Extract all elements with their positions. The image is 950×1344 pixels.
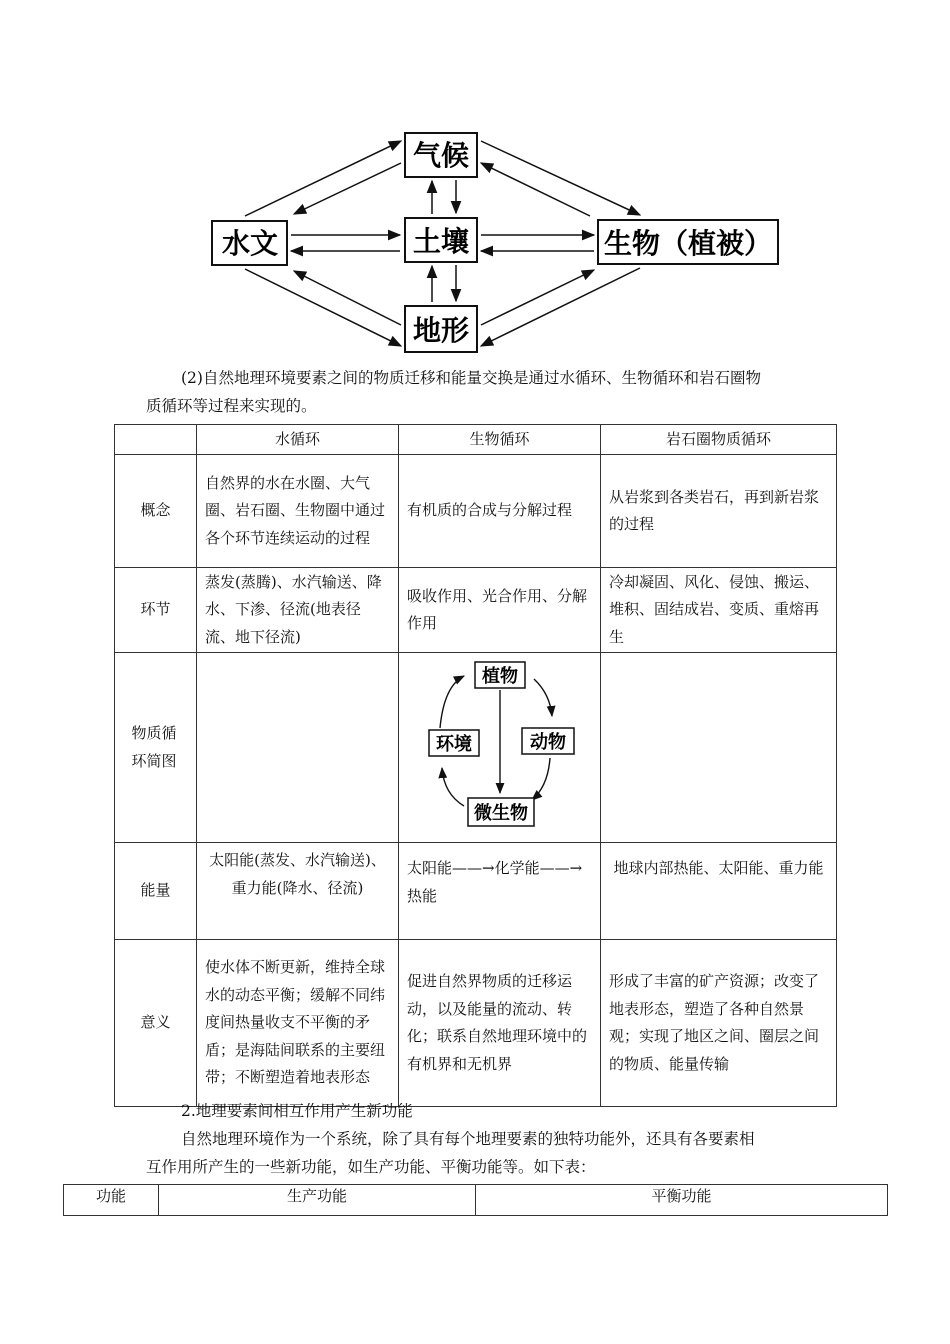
table-cell: 自然界的水在水圈、大气圈、岩石圈、生物圈中通过各个环节连续运动的过程: [197, 455, 399, 568]
table-row: [115, 568, 837, 653]
table-header-row: [115, 425, 837, 455]
bio-cycle-cell: [399, 653, 601, 843]
landform-label: 地形: [412, 314, 470, 347]
header-cell: 生产功能: [159, 1185, 476, 1216]
biology-label: 生物（植被）: [603, 227, 773, 260]
plant-label: 植物: [481, 665, 518, 687]
header-cell: [115, 425, 197, 455]
row-label: 环节: [115, 568, 197, 653]
table-row: [115, 843, 837, 940]
header-cell: 平衡功能: [476, 1185, 888, 1216]
table-cell: 太阳能(蒸发、水汽输送)、重力能(降水、径流): [197, 843, 399, 940]
intro-line-1: (2)自然地理环境要素之间的物质迁移和能量交换是通过水循环、生物循环和岩石圈物: [181, 369, 761, 387]
table-cell: 地球内部热能、太阳能、重力能: [601, 843, 837, 940]
table-cell: 吸收作用、光合作用、分解作用: [399, 568, 601, 653]
table-cell: 形成了丰富的矿产资源；改变了地表形态，塑造了各种自然景观；实现了地区之间、圈层之间的物质、能量传输: [601, 940, 837, 1107]
header-cell: 功能: [64, 1185, 159, 1216]
header-cell: 水循环: [197, 425, 399, 455]
animal-label: 动物: [529, 731, 566, 753]
table-cell: 冷却凝固、风化、侵蚀、搬运、堆积、固结成岩、变质、重熔再生: [601, 568, 837, 653]
row-label: 意义: [115, 940, 197, 1107]
soil-label: 土壤: [412, 225, 470, 258]
row-label-text: 物质循环简图: [131, 724, 177, 770]
table-header-row: [64, 1185, 888, 1216]
bio-cycle-diagram: [400, 654, 600, 842]
table-cell: [197, 653, 399, 843]
section2-line-1: 自然地理环境作为一个系统，除了具有每个地理要素的独特功能外，还具有各要素相: [181, 1130, 755, 1148]
header-cell: 岩石圈物质循环: [601, 425, 837, 455]
microbe-label: 微生物: [473, 802, 528, 824]
table-cell: 促进自然界物质的迁移运动，以及能量的流动、转化；联系自然地理环境中的有机界和无机界: [399, 940, 601, 1107]
climate-to-hydrology-arrow: [294, 163, 401, 214]
table-row: [115, 455, 837, 568]
biology-to-climate-arrow: [481, 163, 590, 216]
function-table: [63, 1184, 888, 1216]
hydrology-label: 水文: [221, 227, 279, 260]
plant-to-animal-arrow: [534, 679, 552, 716]
row-label: [115, 653, 197, 843]
cycle-table: [114, 424, 837, 1107]
hydrology-to-climate-arrow: [245, 141, 401, 216]
table-cell: 太阳能——→化学能——→热能: [399, 843, 601, 940]
row-label: 概念: [115, 455, 197, 568]
table-cell: 从岩浆到各类岩石，再到新岩浆的过程: [601, 455, 837, 568]
table-row: [115, 653, 837, 843]
animal-to-microbe-arrow: [532, 758, 550, 800]
table-cell: 使水体不断更新，维持全球水的动态平衡；缓解不同纬度间热量收支不平衡的矛盾；是海陆间联系的主要纽带；不断塑造着地表形态: [197, 940, 399, 1107]
biology-to-landform-arrow: [481, 268, 640, 346]
landform-to-biology-arrow: [481, 270, 594, 325]
hydrology-to-landform-arrow: [245, 269, 401, 346]
environment-to-plant-arrow: [440, 676, 464, 728]
microbe-to-environment-arrow: [442, 768, 464, 806]
table-row: [115, 940, 837, 1107]
table-cell: 有机质的合成与分解过程: [399, 455, 601, 568]
element-interaction-diagram: [0, 0, 950, 360]
header-cell: 生物循环: [399, 425, 601, 455]
section2-line-2: 互作用所产生的一些新功能，如生产功能、平衡功能等。如下表：: [146, 1158, 596, 1176]
intro-line-2: 质循环等过程来实现的。: [146, 397, 317, 415]
environment-label: 环境: [435, 733, 472, 755]
row-label: 能量: [115, 843, 197, 940]
section2-heading: 2.地理要素间相互作用产生新功能: [181, 1102, 413, 1120]
table-cell: 蒸发(蒸腾)、水汽输送、降水、下渗、径流(地表径流、地下径流): [197, 568, 399, 653]
landform-to-hydrology-arrow: [294, 271, 401, 325]
climate-to-biology-arrow: [481, 141, 640, 215]
climate-label: 气候: [412, 139, 470, 172]
table-cell: [601, 653, 837, 843]
